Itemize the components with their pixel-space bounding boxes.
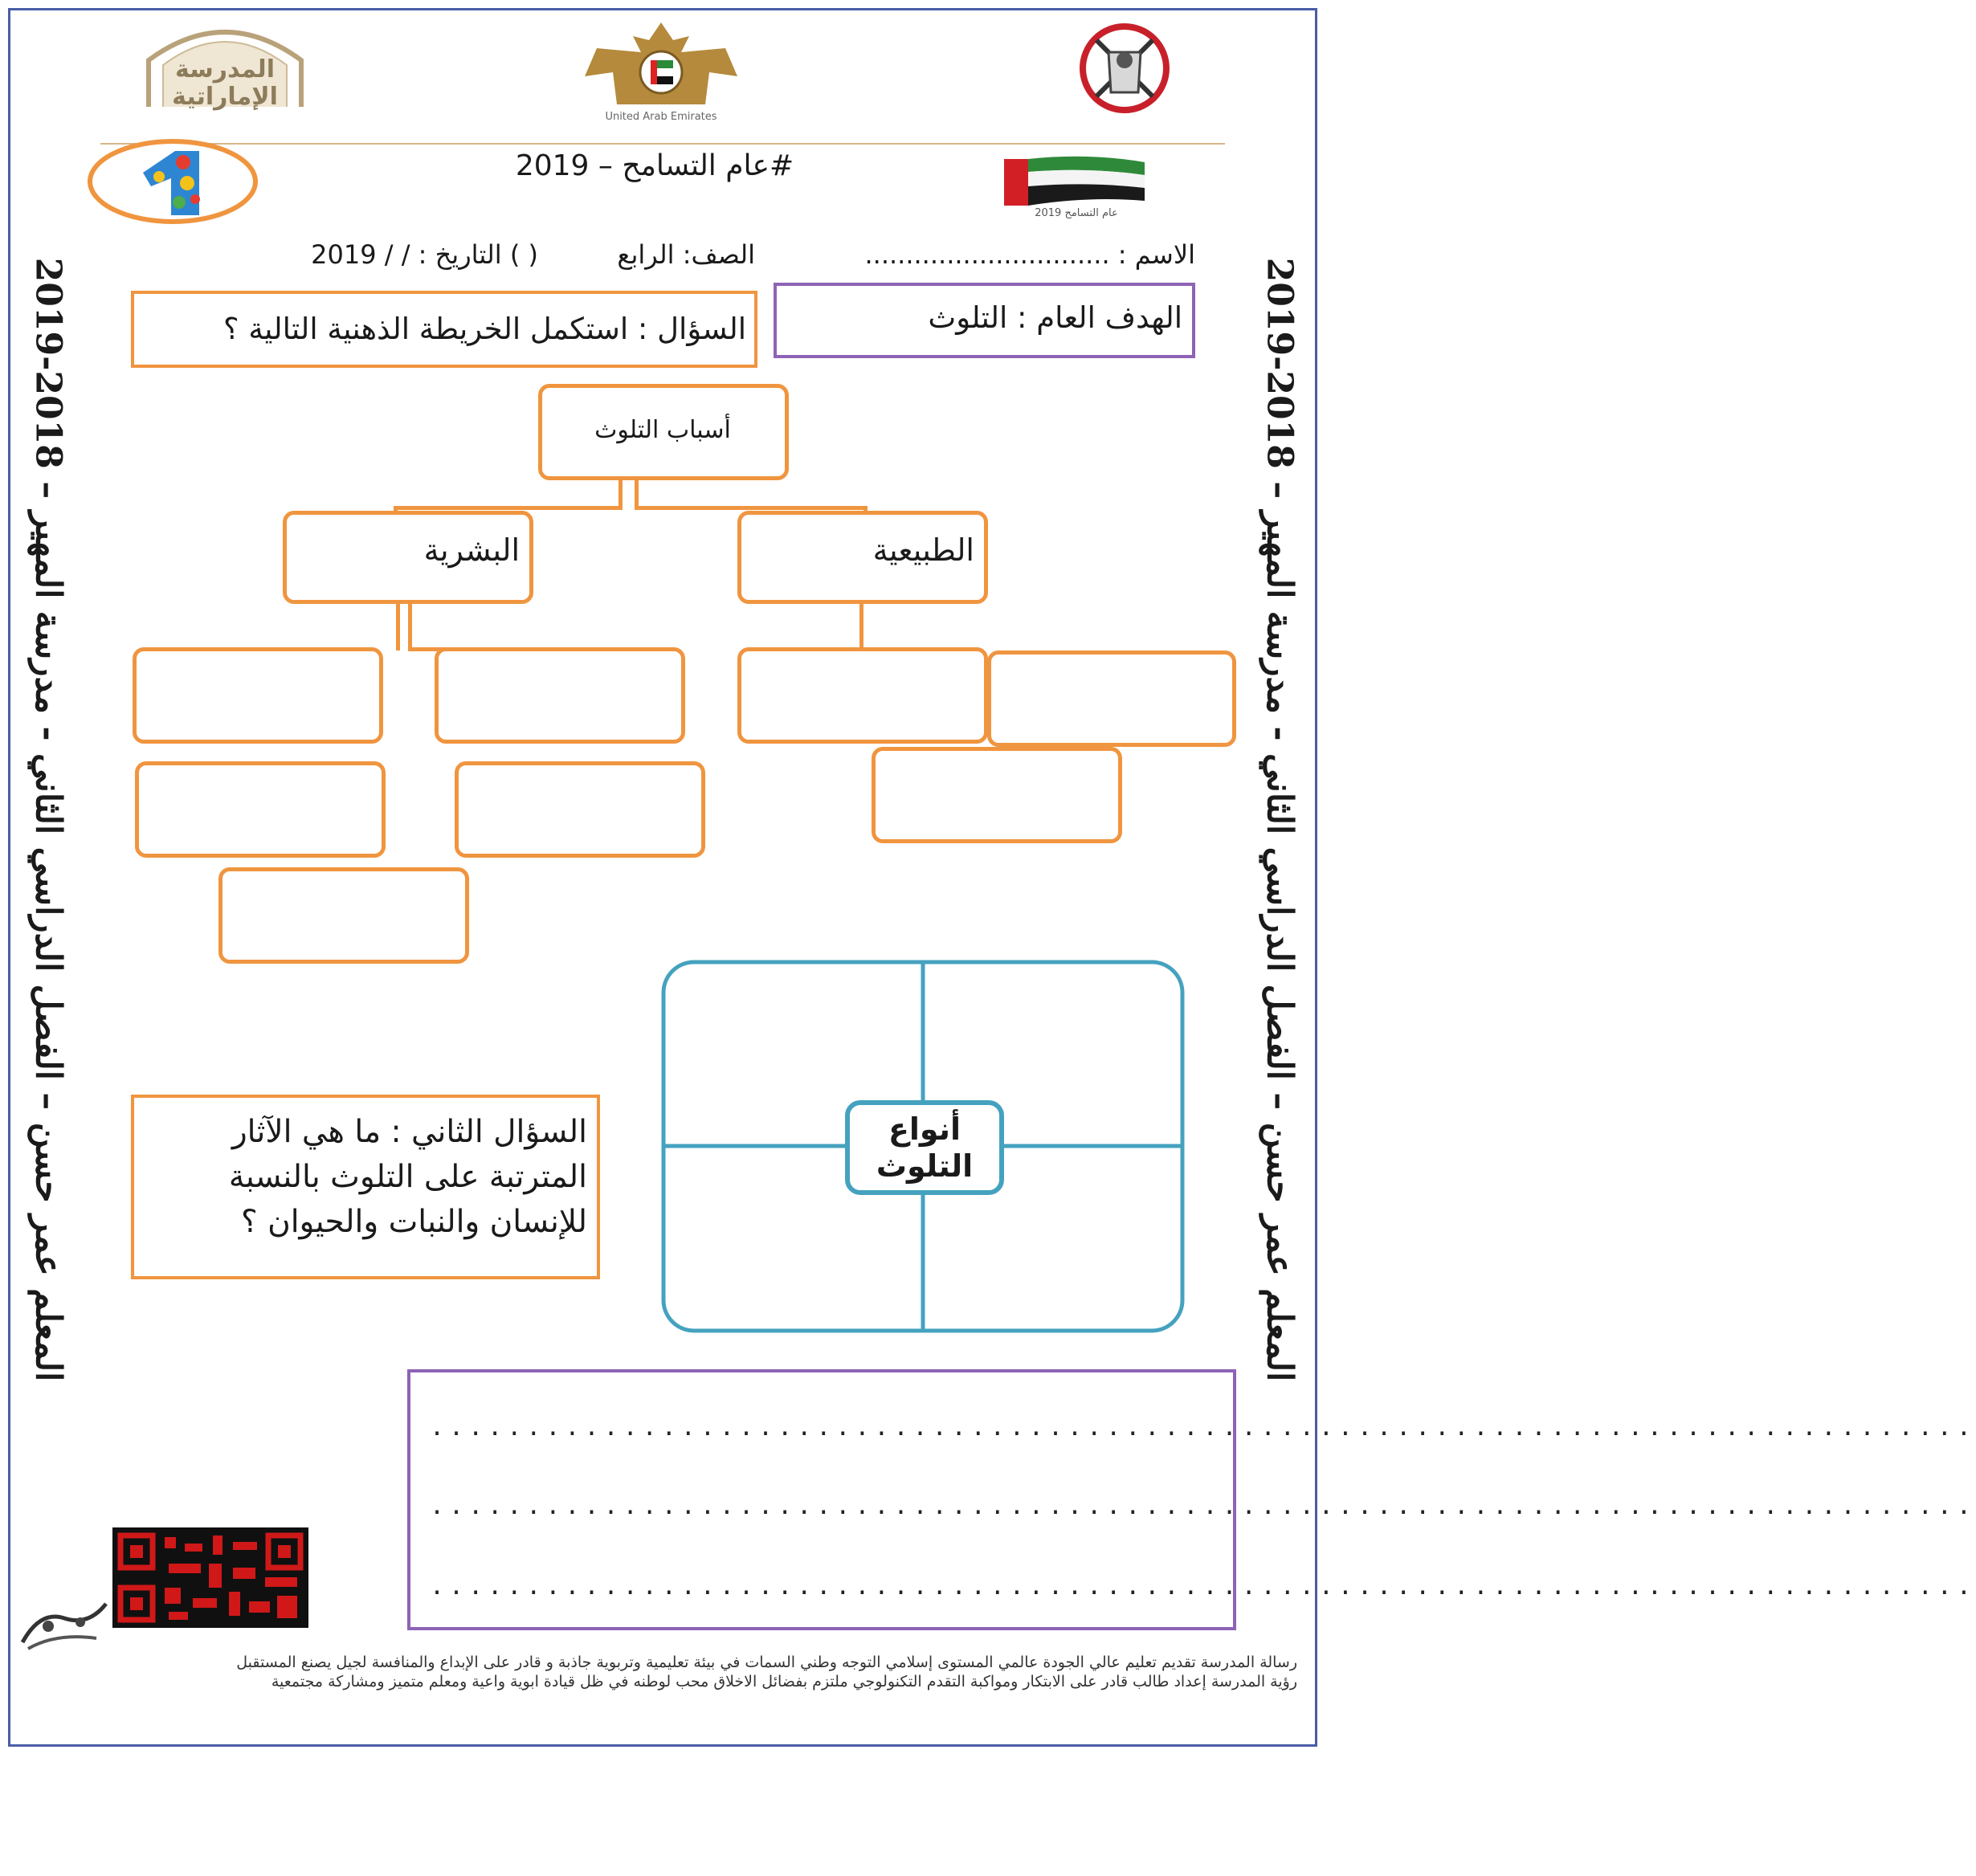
abu-dhabi-logo [1064,16,1185,116]
pollution-types-diagram [661,960,1185,1333]
flag-caption: عام التسامح 2019 [1035,207,1118,219]
connector [635,478,639,510]
mindmap-answer-box[interactable] [872,747,1122,843]
connector [396,602,400,650]
mindmap-answer-box[interactable] [135,761,386,858]
general-goal-box [774,283,1195,358]
mindmap-answer-box[interactable] [435,647,685,744]
emblem-caption: United Arab Emirates [605,111,717,123]
date-field[interactable]: ( ) التاريخ : / / 2019 [311,239,538,270]
footer-text [80,1653,1297,1691]
question-one-text: السؤال : استكمل الخريطة الذهنية التالية ؟ [223,312,746,346]
answer-line[interactable]: ................................................................................ [430,1572,1976,1601]
question-two-text: السؤال الثاني : ما هي الآثار المترتبة على التلوث بالنسبة للإنسان والنبات والحيوان ؟ [228,1114,587,1240]
connector [408,602,412,650]
school-mission: رسالة المدرسة تقديم تعليم عالي الجودة عالمي المستوى إسلامي التوجه وطني السمات في بيئة تعليمية وتربوية جاذبة و قادر على الإبداع والمنافسة لجيل يصنع المستقبل [236,1654,1297,1671]
side-banner-right: المعلم عمر حسن – الفصل الدراسي الثاني - مدرسة المهير – 2018-2019 [1259,257,1300,1381]
mindmap-answer-box[interactable] [218,867,469,964]
school-vision: رؤية المدرسة إعداد طالب قادر على الابتكار ومواكبة التقدم التكنولوجي ملتزم بفضائل الاخلاق محب لوطنه في ظل قيادة ابوية واعية ومعلم متميز ومشاركة مجتمعية [271,1673,1297,1690]
mindmap-human-text: البشرية [423,532,520,568]
mindmap-natural-box [737,511,988,604]
connector [635,506,868,510]
grade-label: الصف: الرابع [617,239,755,270]
question-two-box [131,1095,600,1279]
calligraphy-mark [16,1594,112,1654]
mindmap-natural-text: الطبيعية [872,532,974,568]
connector [619,478,623,510]
general-goal-text: الهدف العام : التلوث [928,300,1182,335]
mindmap-answer-box[interactable] [737,647,988,744]
qr-code [112,1527,308,1628]
school-logo [133,12,317,111]
header-divider [100,143,1225,145]
question-one-box [131,291,757,368]
connector [859,602,863,650]
uae-emblem [577,16,745,128]
mindmap-root-box [538,384,789,480]
connector [394,506,623,510]
school-logo-text: المدرسة الإماراتية [172,55,278,111]
answer-line[interactable]: ................................................................................ [430,1492,1976,1520]
number-one-logo [87,137,259,226]
mindmap-root-text: أسباب التلوث [594,416,731,444]
mindmap-human-box [283,511,533,604]
name-field[interactable]: الاسم : .............................. [864,239,1195,270]
mindmap-answer-box[interactable] [987,650,1236,747]
pollution-types-label: أنواع التلوث [876,1111,974,1184]
mindmap-answer-box[interactable] [455,761,705,858]
side-banner-left: المعلم عمر حسن – الفصل الدراسي الثاني - مدرسة المهير – 2018-2019 [27,257,69,1381]
mindmap-answer-box[interactable] [133,647,383,744]
tolerance-year-title: #عام التسامح – 2019 [515,149,794,182]
answer-line[interactable]: ................................................................................ [430,1413,1976,1442]
uae-flag [1000,154,1149,226]
